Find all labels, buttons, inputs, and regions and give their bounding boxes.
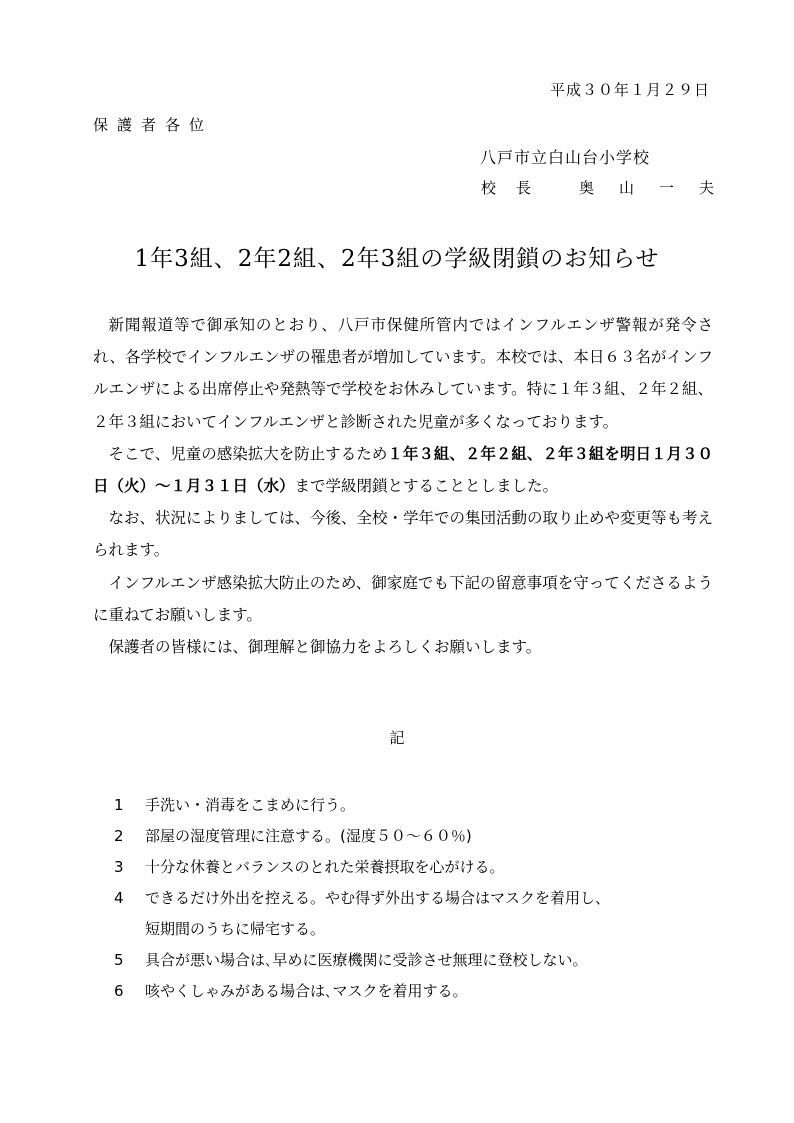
document-date: 平成３０年１月２９日 — [549, 81, 710, 99]
list-item — [114, 790, 714, 821]
list-item — [114, 883, 714, 945]
item-number: 3 — [114, 858, 124, 876]
item-text: 十分な休養とバランスのとれた栄養摂取を心がける。 — [145, 858, 505, 876]
notice-body — [93, 309, 713, 663]
item-text: 部屋の湿度管理に注意する。(湿度５０～６０％) — [145, 827, 472, 845]
paragraph-4: インフルエンザ感染拡大防止のため、御家庭でも下記の留意事項を守ってくださるように重ねてお願いします。 — [93, 573, 713, 624]
item-text: 具合が悪い場合は､早めに医療機関に受診させ無理に登校しない。 — [145, 951, 588, 969]
item-number: 5 — [114, 951, 124, 969]
addressee: 保護者各位 — [93, 116, 214, 134]
item-text: 咳やくしゃみがある場合は､マスクを着用する。 — [145, 982, 468, 1000]
principal-title: 校長 — [480, 179, 551, 197]
closure-period: １年３組、２年２組、２年３組を明日１月３０日（火）～１月３１日（水） — [93, 444, 713, 496]
principal-signature — [480, 177, 739, 198]
paragraph-2 — [93, 438, 713, 502]
paragraph-3: なお、状況によりましては、今後、全校・学年での集団活動の取り止めや変更等も考えられます。 — [93, 509, 714, 560]
item-number: 2 — [114, 827, 124, 845]
item-number: 4 — [114, 889, 124, 907]
principal-name: 奥山一夫 — [578, 179, 739, 197]
notice-title: 1年3組、2年2組、2年3組の学級閉鎖のお知らせ — [134, 246, 660, 272]
paragraph-5: 保護者の皆様には、御理解と御協力をよろしくお願いします。 — [108, 638, 542, 657]
list-item — [114, 821, 714, 852]
paragraph-1: 新聞報道等で御承知のとおり、八戸市保健所管内ではインフルエンザ警報が発令され、各学校でインフルエンザの罹患者が増加しています。本校では、本日６３名がインフルエンザによる出席停止や発熱等で学校をお休みしています。特に１年３組、２年２組、２年３組においてインフルエンザと診断された児童が多くなっております。 — [93, 316, 713, 431]
list-item — [114, 976, 714, 1007]
item-text: できるだけ外出を控える。やむ得ず外出する場合はマスクを着用し、 短期間のうちに帰宅する。 — [145, 889, 611, 938]
item-number: 1 — [114, 796, 124, 814]
paragraph-2-pre: そこで、児童の感染拡大を防止するため — [108, 444, 388, 463]
list-item — [114, 852, 714, 883]
item-text: 手洗い・消毒をこまめに行う。 — [145, 796, 356, 814]
ki-heading: 記 — [389, 729, 405, 747]
school-name: 八戸市立白山台小学校 — [480, 148, 651, 167]
precaution-list — [114, 790, 714, 1007]
paragraph-2-post: まで学級閉鎖とすることとしました。 — [294, 477, 559, 496]
item-number: 6 — [114, 982, 124, 1000]
list-item — [114, 945, 714, 976]
